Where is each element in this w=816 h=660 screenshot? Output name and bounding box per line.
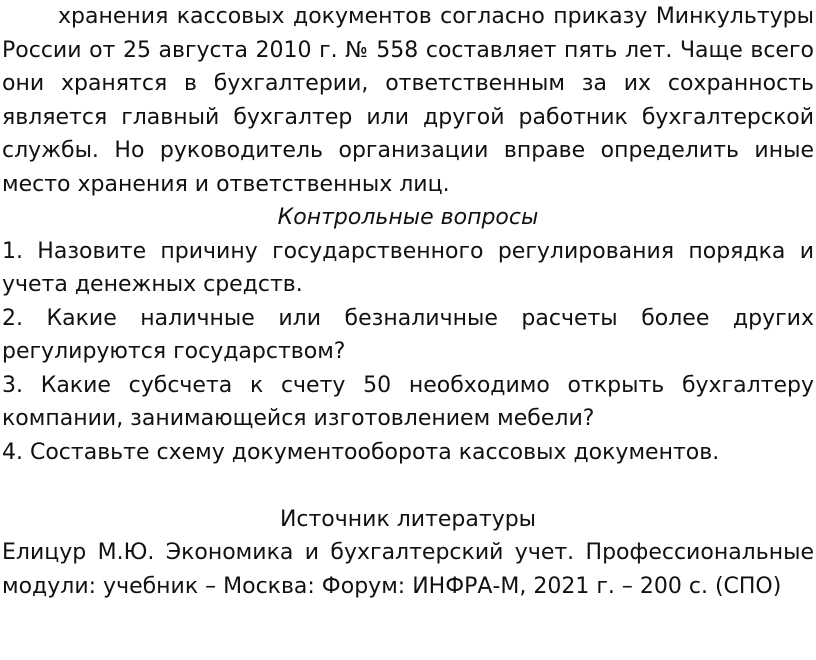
sources-heading: Источник литературы (279, 506, 537, 532)
intro-paragraph: хранения кассовых документов согласно приказу Минкультуры России от 25 августа 2010 г. № 558 составляет пять лет. Чаще всего они хранятся в бухгалтерии, ответственным за их сохранность является главный бухгалтер или другой работник бухгалтерской службы. Но руководитель организации вправе определить иные место хранения и ответственных лиц. (2, 4, 814, 197)
spacer (2, 469, 814, 503)
question-item-2: 2. Какие наличные или безналичные расчеты более других регулируются государством? (2, 305, 814, 364)
question-item-1: 1. Назовите причину государственного регулирования порядка и учета денежных средств. (2, 238, 814, 297)
question-item-4: 4. Составьте схему документооборота кассовых документов. (2, 439, 720, 465)
document-page (2, 0, 814, 603)
question-item-3: 3. Какие субсчета к счету 50 необходимо открыть бухгалтеру компании, занимающейся изготовлением мебели? (2, 372, 814, 431)
questions-heading: Контрольные вопросы (277, 205, 539, 230)
source-entry: Елицур М.Ю. Экономика и бухгалтерский учет. Профессиональные модули: учебник – Москва: Форум: ИНФРА-М, 2021 г. – 200 с. (СПО) (2, 540, 814, 599)
